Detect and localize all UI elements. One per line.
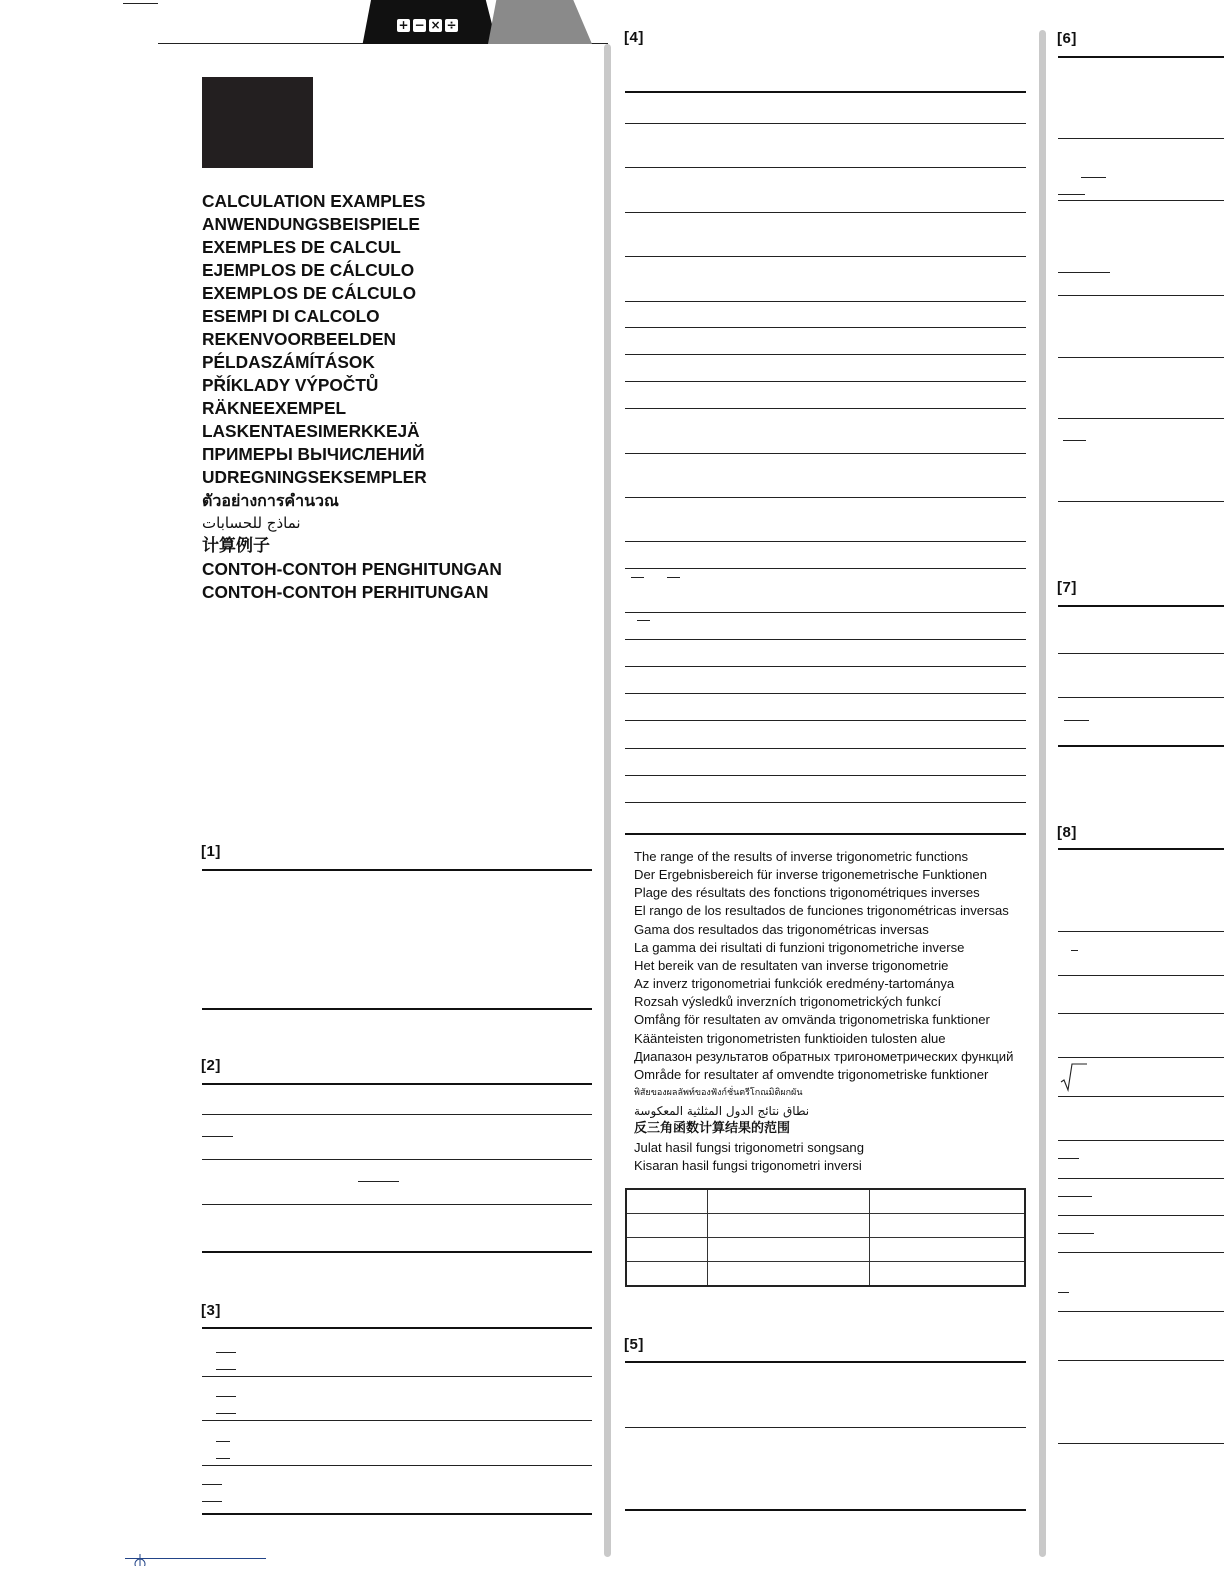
section-8-rule bbox=[1058, 1140, 1224, 1141]
title-id: CONTOH-CONTOH PENGHITUNGAN bbox=[202, 559, 502, 579]
section-4-rule bbox=[625, 693, 1026, 694]
section-6-rule bbox=[1058, 418, 1224, 419]
section-1-top-rule bbox=[202, 869, 592, 871]
section-4-rule bbox=[625, 720, 1026, 721]
table-cell bbox=[626, 1262, 708, 1287]
fraction-bar bbox=[216, 1369, 236, 1370]
range-title-pt: Gama dos resultados das trigonométricas inversas bbox=[634, 921, 929, 937]
table-cell bbox=[708, 1238, 870, 1262]
section-6-rule bbox=[1058, 295, 1224, 296]
section-1-label: [1] bbox=[201, 843, 221, 860]
section-3-rule bbox=[202, 1465, 592, 1466]
inverse-trig-range-table bbox=[625, 1188, 1026, 1287]
table-row bbox=[626, 1262, 1025, 1287]
title-de: ANWENDUNGSBEISPIELE bbox=[202, 214, 420, 234]
section-6-bottom-rule bbox=[1058, 501, 1224, 502]
section-4-rule bbox=[625, 666, 1026, 667]
section-4-rule bbox=[625, 453, 1026, 454]
title-da: UDREGNINGSEKSEMPLER bbox=[202, 467, 427, 487]
table-cell bbox=[708, 1189, 870, 1214]
range-title-ar: نطاق نتائج الدول المثلثية المعكوسة bbox=[634, 1104, 810, 1119]
section-8-top-rule bbox=[1058, 848, 1224, 850]
range-title-th: พิสัยของผลลัพท์ของฟังก์ชั่นตรีโกณมิติผกผัน bbox=[634, 1088, 803, 1099]
table-cell bbox=[870, 1214, 1026, 1238]
section-2-bottom-rule bbox=[202, 1251, 592, 1253]
section-4-rule bbox=[625, 612, 1026, 613]
section-6-rule bbox=[1058, 200, 1224, 201]
title-ru: ПРИМЕРЫ ВЫЧИСЛЕНИЙ bbox=[202, 444, 425, 464]
fraction-bar bbox=[1063, 440, 1086, 441]
section-7-top-rule bbox=[1058, 605, 1224, 607]
table-cell bbox=[870, 1262, 1026, 1287]
fraction-bar bbox=[202, 1501, 222, 1502]
section-4-label: [4] bbox=[624, 29, 644, 46]
section-3-rule bbox=[202, 1420, 592, 1421]
section-8-rule bbox=[1058, 1252, 1224, 1253]
section-4-rule bbox=[625, 381, 1026, 382]
fraction-bar bbox=[1058, 1158, 1079, 1159]
section-8-rule bbox=[1058, 1178, 1224, 1179]
grey-tab bbox=[488, 0, 592, 44]
section-4-rule bbox=[625, 301, 1026, 302]
fraction-bar bbox=[216, 1413, 236, 1414]
section-4-rule bbox=[625, 212, 1026, 213]
range-title-nl: Het bereik van de resultaten van inverse trigonometrie bbox=[634, 957, 949, 973]
range-title-ru: Диапазон результатов обратных тригонометрических функций bbox=[634, 1048, 1014, 1064]
fraction-bar bbox=[631, 577, 644, 578]
section-2-rule bbox=[202, 1204, 592, 1205]
minus-key-icon: − bbox=[414, 18, 425, 32]
section-3-top-rule bbox=[202, 1327, 592, 1329]
section-8-rule bbox=[1058, 1360, 1224, 1361]
section-5-top-rule bbox=[625, 1361, 1026, 1363]
language-block bbox=[202, 77, 313, 168]
table-cell bbox=[626, 1189, 708, 1214]
section-4-rule bbox=[625, 167, 1026, 168]
fraction-bar bbox=[1058, 194, 1085, 195]
section-2-rule bbox=[202, 1083, 592, 1085]
section-6-top-rule bbox=[1058, 56, 1224, 58]
plus-key-icon: + bbox=[398, 18, 409, 32]
section-8-rule bbox=[1058, 1311, 1224, 1312]
fraction-bar bbox=[1071, 950, 1078, 951]
section-4-rule bbox=[625, 541, 1026, 542]
title-ar: نماذج للحسابات bbox=[202, 514, 301, 532]
fraction-bar bbox=[1058, 272, 1110, 273]
title-es: EJEMPLOS DE CÁLCULO bbox=[202, 260, 415, 280]
range-title-it: La gamma dei risultati di funzioni trigonometriche inverse bbox=[634, 939, 965, 955]
table-cell bbox=[708, 1214, 870, 1238]
section-4-rule bbox=[625, 748, 1026, 749]
fraction-bar bbox=[637, 620, 650, 621]
section-5-bottom-rule bbox=[625, 1509, 1026, 1511]
square-root-icon bbox=[1060, 1062, 1088, 1092]
table-row bbox=[626, 1238, 1025, 1262]
title-hu: PÉLDASZÁMÍTÁSOK bbox=[202, 352, 375, 372]
section-4-rule bbox=[625, 639, 1026, 640]
column-divider-right bbox=[1039, 30, 1046, 1557]
section-4-rule bbox=[625, 354, 1026, 355]
section-8-bottom-rule bbox=[1058, 1443, 1224, 1444]
range-title-da: Område for resultater af omvendte trigonometriske funktioner bbox=[634, 1066, 989, 1082]
table-cell bbox=[870, 1189, 1026, 1214]
section-4-rule bbox=[625, 775, 1026, 776]
title-cs: PŘÍKLADY VÝPOČTŮ bbox=[202, 375, 379, 395]
fraction-bar bbox=[667, 577, 680, 578]
fraction-bar bbox=[216, 1441, 230, 1442]
fraction-bar bbox=[358, 1181, 399, 1182]
section-6-rule bbox=[1058, 357, 1224, 358]
operators-tab bbox=[357, 0, 497, 44]
section-5-label: [5] bbox=[624, 1336, 644, 1353]
range-title-fr: Plage des résultats des fonctions trigonométriques inverses bbox=[634, 885, 980, 901]
range-title-hu: Az inverz trigonometriai funkciók eredmény-tartománya bbox=[634, 976, 955, 992]
registration-mark-icon bbox=[130, 1554, 150, 1566]
section-4-rule bbox=[625, 802, 1026, 803]
crop-mark-top bbox=[123, 3, 158, 4]
range-title-zh: 反三角函数计算结果的范围 bbox=[634, 1121, 791, 1137]
section-7-rule bbox=[1058, 697, 1224, 698]
section-8-rule bbox=[1058, 931, 1224, 932]
section-4-rule bbox=[625, 497, 1026, 498]
column-divider-left bbox=[604, 44, 611, 1557]
title-nl: REKENVOORBEELDEN bbox=[202, 329, 396, 349]
title-ms: CONTOH-CONTOH PERHITUNGAN bbox=[202, 582, 489, 602]
section-4-bottom-rule bbox=[625, 833, 1026, 835]
range-title-ms: Kisaran hasil fungsi trigonometri inversi bbox=[634, 1157, 862, 1173]
section-8-label: [8] bbox=[1057, 824, 1077, 841]
section-7-label: [7] bbox=[1057, 579, 1077, 596]
table-cell bbox=[708, 1262, 870, 1287]
table-cell bbox=[870, 1238, 1026, 1262]
section-2-label: [2] bbox=[201, 1057, 221, 1074]
range-title-es: El rango de los resultados de funciones trigonométricas inversas bbox=[634, 903, 1009, 919]
title-it: ESEMPI DI CALCOLO bbox=[202, 306, 380, 326]
range-title-id: Julat hasil fungsi trigonometri songsang bbox=[634, 1139, 864, 1155]
section-4-rule bbox=[625, 408, 1026, 409]
section-4-rule bbox=[625, 123, 1026, 124]
title-pt: EXEMPLOS DE CÁLCULO bbox=[202, 283, 417, 303]
section-3-rule bbox=[202, 1376, 592, 1377]
title-en: CALCULATION EXAMPLES bbox=[202, 191, 426, 211]
section-8-rule bbox=[1058, 975, 1224, 976]
fraction-bar bbox=[1058, 1196, 1092, 1197]
section-4-rule bbox=[625, 568, 1026, 569]
section-7-bottom-rule bbox=[1058, 745, 1224, 747]
fraction-bar bbox=[1058, 1292, 1069, 1293]
table-cell bbox=[626, 1214, 708, 1238]
section-8-rule bbox=[1058, 1215, 1224, 1216]
range-title-cs: Rozsah výsledků inverzních trigonometrických funkcí bbox=[634, 994, 942, 1010]
section-6-rule bbox=[1058, 138, 1224, 139]
fraction-bar bbox=[216, 1396, 236, 1397]
fraction-bar bbox=[216, 1352, 236, 1353]
section-8-rule bbox=[1058, 1013, 1224, 1014]
table-row bbox=[626, 1214, 1025, 1238]
title-fi: LASKENTAESIMERKKEJÄ bbox=[202, 421, 420, 441]
section-7-rule bbox=[1058, 653, 1224, 654]
section-8-rule bbox=[1058, 1096, 1224, 1097]
section-2-rule bbox=[202, 1159, 592, 1160]
calculation-examples-titles bbox=[202, 190, 502, 604]
section-5-rule bbox=[625, 1427, 1026, 1428]
section-3-label: [3] bbox=[201, 1302, 221, 1319]
section-1-bottom-rule bbox=[202, 1008, 592, 1010]
title-sv: RÄKNEEXEMPEL bbox=[202, 398, 347, 418]
multiply-key-icon: × bbox=[430, 18, 441, 32]
fraction-bar bbox=[1081, 177, 1106, 178]
inverse-trig-range-heading bbox=[634, 848, 1013, 1175]
table-row bbox=[626, 1189, 1025, 1214]
section-3-bottom-rule bbox=[202, 1513, 592, 1515]
section-4-top-rule bbox=[625, 91, 1026, 93]
title-zh: 计算例子 bbox=[202, 536, 270, 556]
table-cell bbox=[626, 1238, 708, 1262]
fraction-bar bbox=[202, 1136, 233, 1137]
range-title-sv: Omfång för resultaten av omvända trigonometriska funktioner bbox=[634, 1012, 990, 1028]
section-4-rule bbox=[625, 327, 1026, 328]
range-title-en: The range of the results of inverse trigonometric functions bbox=[634, 849, 969, 864]
divide-key-icon: ÷ bbox=[446, 18, 457, 32]
fraction-bar bbox=[1058, 1233, 1094, 1234]
range-title-de: Der Ergebnisbereich für inverse trigonemetrische Funktionen bbox=[634, 867, 987, 883]
range-title-fi: Käänteisten trigonometristen funktioiden tulosten alue bbox=[634, 1030, 946, 1046]
fraction-bar bbox=[216, 1458, 230, 1459]
section-6-label: [6] bbox=[1057, 30, 1077, 47]
fraction-bar bbox=[202, 1484, 222, 1485]
section-4-rule bbox=[625, 256, 1026, 257]
section-8-rule bbox=[1058, 1057, 1224, 1058]
section-2-rule bbox=[202, 1114, 592, 1115]
fraction-bar bbox=[1064, 720, 1089, 721]
title-fr: EXEMPLES DE CALCUL bbox=[202, 237, 401, 257]
title-th: ตัวอย่างการคำนวณ bbox=[202, 491, 339, 510]
